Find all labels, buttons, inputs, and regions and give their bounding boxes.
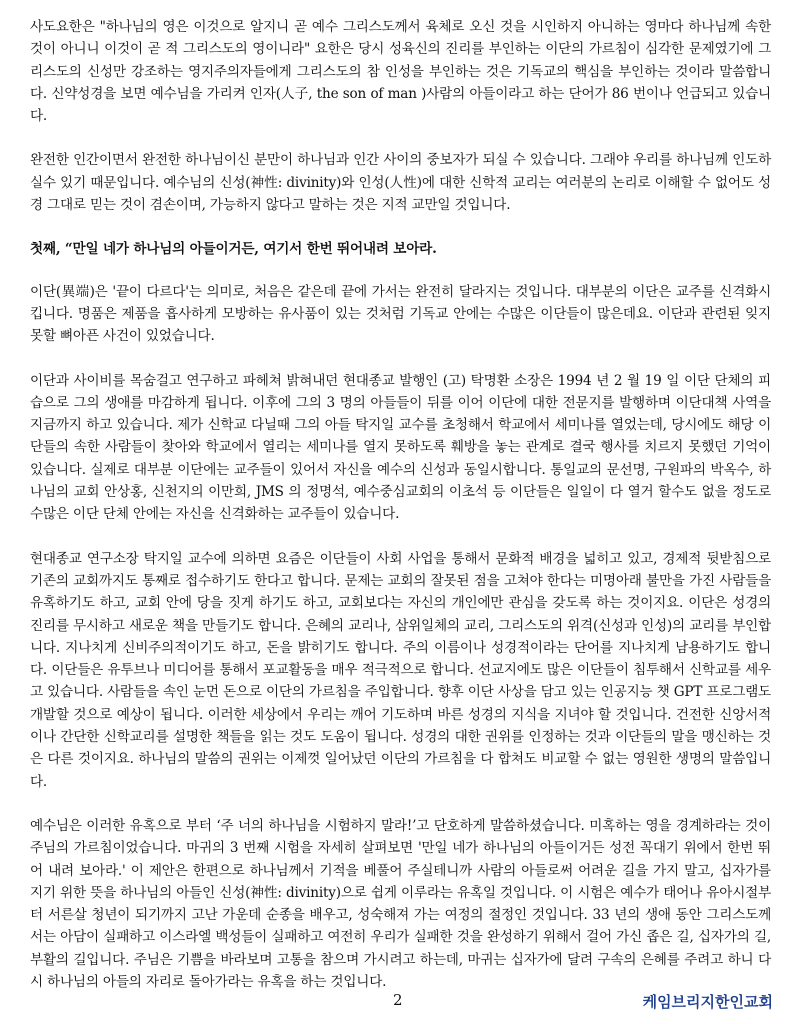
paragraph-mediator: 완전한 인간이면서 완전한 하나님이신 분만이 하나님과 인간 사이의 중보자가 되실 수 있습니다. 그래야 우리를 하나님께 인도하실수 있기 때문입니다. 예수님의 신성(神性: divinity)와 인성(人性)에 대한 신학적 교리는 여러분의 논리로 이해할 수 없어도 성경 그대로 믿는 것이 겸손이며, 가능하지 않다고 말하는 것은 지적 교만일 것입니다. (30, 152, 771, 214)
church-name: 케임브리지한인교회 (642, 993, 773, 1011)
page-footer (0, 991, 809, 1015)
paragraph-tak-myunghwan: 이단과 사이비를 목숨걸고 연구하고 파헤쳐 밝혀내던 현대종교 발행인 (고) 탁명환 소장은 1994 년 2 월 19 일 이단 단체의 피습으로 그의 생애를 마감하게 됩니다. 이후에 그의 3 명의 아들들이 뒤를 이어 이단에 대한 전문지를 발행하며 이단대책 사역을 지금까지 하고 있습니다. 제가 신학교 다닐때 그의 아들 탁지일 교수를 초청해서 학교에서 세미나를 열었는데, 당시에도 해당 이단들의 속한 사람들이 찾아와 학교에서 열리는 세미나를 열지 못하도록 훼방을 놓는 관계로 결국 행사를 치르지 못했던 기억이 있습니다. 실제로 대부분 이단에는 교주들이 있어서 자신을 예수의 신성과 동일시합니다. 통일교의 문선명, 구원파의 박옥수, 하나님의 교회 안상홍, 신천지의 이만희, JMS 의 정명석, 예수중심교회의 이초석 등 이단들은 일일이 다 열거 할수도 없을 정도로 수많은 이단 단체 안에는 자신을 신격화하는 교주들이 있습니다. (30, 372, 771, 523)
paragraph-heresy-definition: 이단(異端)은 '끝이 다르다'는 의미로, 처음은 같은데 끝에 가서는 완전히 달라지는 것입니다. 대부분의 이단은 교주를 신격화시킵니다. 명품은 제품을 흡사하게 모방하는 유사품이 있는 것처럼 기독교 안에는 수많은 이단들이 많은데요. 이단과 관련된 잊지 못할 뼈아픈 사건이 있었습니다. (30, 283, 771, 345)
section-heading-first-temptation: 첫째, “만일 네가 하나님의 아들이거든, 여기서 한번 뛰어내려 보아라. (30, 241, 437, 258)
paragraph-jesus-response: 예수님은 이러한 유혹으로 부터 ‘주 너의 하나님을 시험하지 말라!’고 단호하게 말씀하셨습니다. 미혹하는 영을 경계하라는 것이 주님의 가르침이었습니다. 마귀의 3 번째 시험을 자세히 살펴보면 '만일 네가 하나님의 아들이거든 성전 꼭대기 위에서 한번 뛰어 내려 보아라.' 이 제안은 한편으로 하나님께서 기적을 베풀어 주실테니까 사람의 아들로써 어려운 길을 가지 말고, 십자가를 지기 위한 뜻을 하나님의 아들인 신성(神性: divinity)으로 쉽게 이루라는 유혹일 것입니다. 이 시험은 예수가 태어나 유아시절부터 서른살 청년이 되기까지 고난 가운데 순종을 배우고, 성숙해져 가는 여정의 절정인 것입니다. 33 년의 생애 동안 그리스도께서는 아담이 실패하고 이스라엘 백성들이 실패하고 여전히 우리가 실패한 것을 완성하기 위해서 걸어 가신 좁은 길, 십자가의 길, 부활의 길입니다. 주님은 기쁨을 바라보며 고통을 참으며 가시려고 하는데, 마귀는 십자가에 달려 구속의 은혜를 주려고 하니 다시 하나님의 아들의 자리로 돌아가라는 유혹을 하는 것입니다. (30, 817, 771, 990)
paragraph-modern-heresy: 현대종교 연구소장 탁지일 교수에 의하면 요즘은 이단들이 사회 사업을 통해서 문화적 배경을 넓히고 있고, 경제적 뒷받침으로 기존의 교회까지도 통째로 접수하기도 한다고 합니다. 문제는 교회의 잘못된 점을 고쳐야 한다는 미명아래 불만을 가진 사람들을 유혹하기도 하고, 교회 안에 당을 짓게 하기도 하고, 교회보다는 자신의 개인에만 관심을 갖도록 하는 것이지요. 이단은 성경의 진리를 무시하고 새로운 책을 만들기도 합니다. 은혜의 교리나, 삼위일체의 교리, 그리스도의 위격(신성과 인성)의 교리를 부인합니다. 지나치게 신비주의적이기도 하고, 돈을 밝히기도 합니다. 주의 이름이나 성경적이라는 단어를 지나치게 남용하기도 합니다. 이단들은 유투브나 미디어를 통해서 포교활동을 매우 적극적으로 합니다. 선교지에도 많은 이단들이 침투해서 신학교를 세우고 있습니다. 사람들을 속인 눈먼 돈으로 이단의 가르침을 주입합니다. 향후 이단 사상을 담고 있는 인공지능 챗 GPT 프로그램도 개발할 것으로 예상이 됩니다. 이러한 세상에서 우리는 깨어 기도하며 바른 성경의 지식을 지녀야 할 것입니다. 건전한 신앙서적이나 간단한 신학교리를 설명한 책들을 읽는 것도 도움이 됩니다. 성경의 대한 권위를 인정하는 것과 이단들의 말을 맹신하는 것은 다른 것이지요. 하나님의 말씀의 권위는 이제껏 일어났던 이단의 가르침을 다 합쳐도 비교할 수 없는 영원한 생명의 말씀입니다. (30, 550, 771, 790)
page-number: 2 (393, 991, 403, 1009)
paragraph-apostle-john: 사도요한은 "하나님의 영은 이것으로 알지니 곧 예수 그리스도께서 육체로 오신 것을 시인하지 아니하는 영마다 하나님께 속한 것이 아니니 이것이 곧 적 그리스도의 영이니라" 요한은 당시 성육신의 진리를 부인하는 이단의 가르침이 심각한 문제였기에 그리스도의 신성만 강조하는 영지주의자들에게 그리스도의 참 인성을 부인하는 것은 기독교의 핵심을 부인하는 것이라 말씀합니다. 신약성경을 보면 예수님을 가리켜 인자(人子, the son of man )사람의 아들이라고 하는 단어가 86 번이나 언급되고 있습니다. (30, 19, 771, 125)
